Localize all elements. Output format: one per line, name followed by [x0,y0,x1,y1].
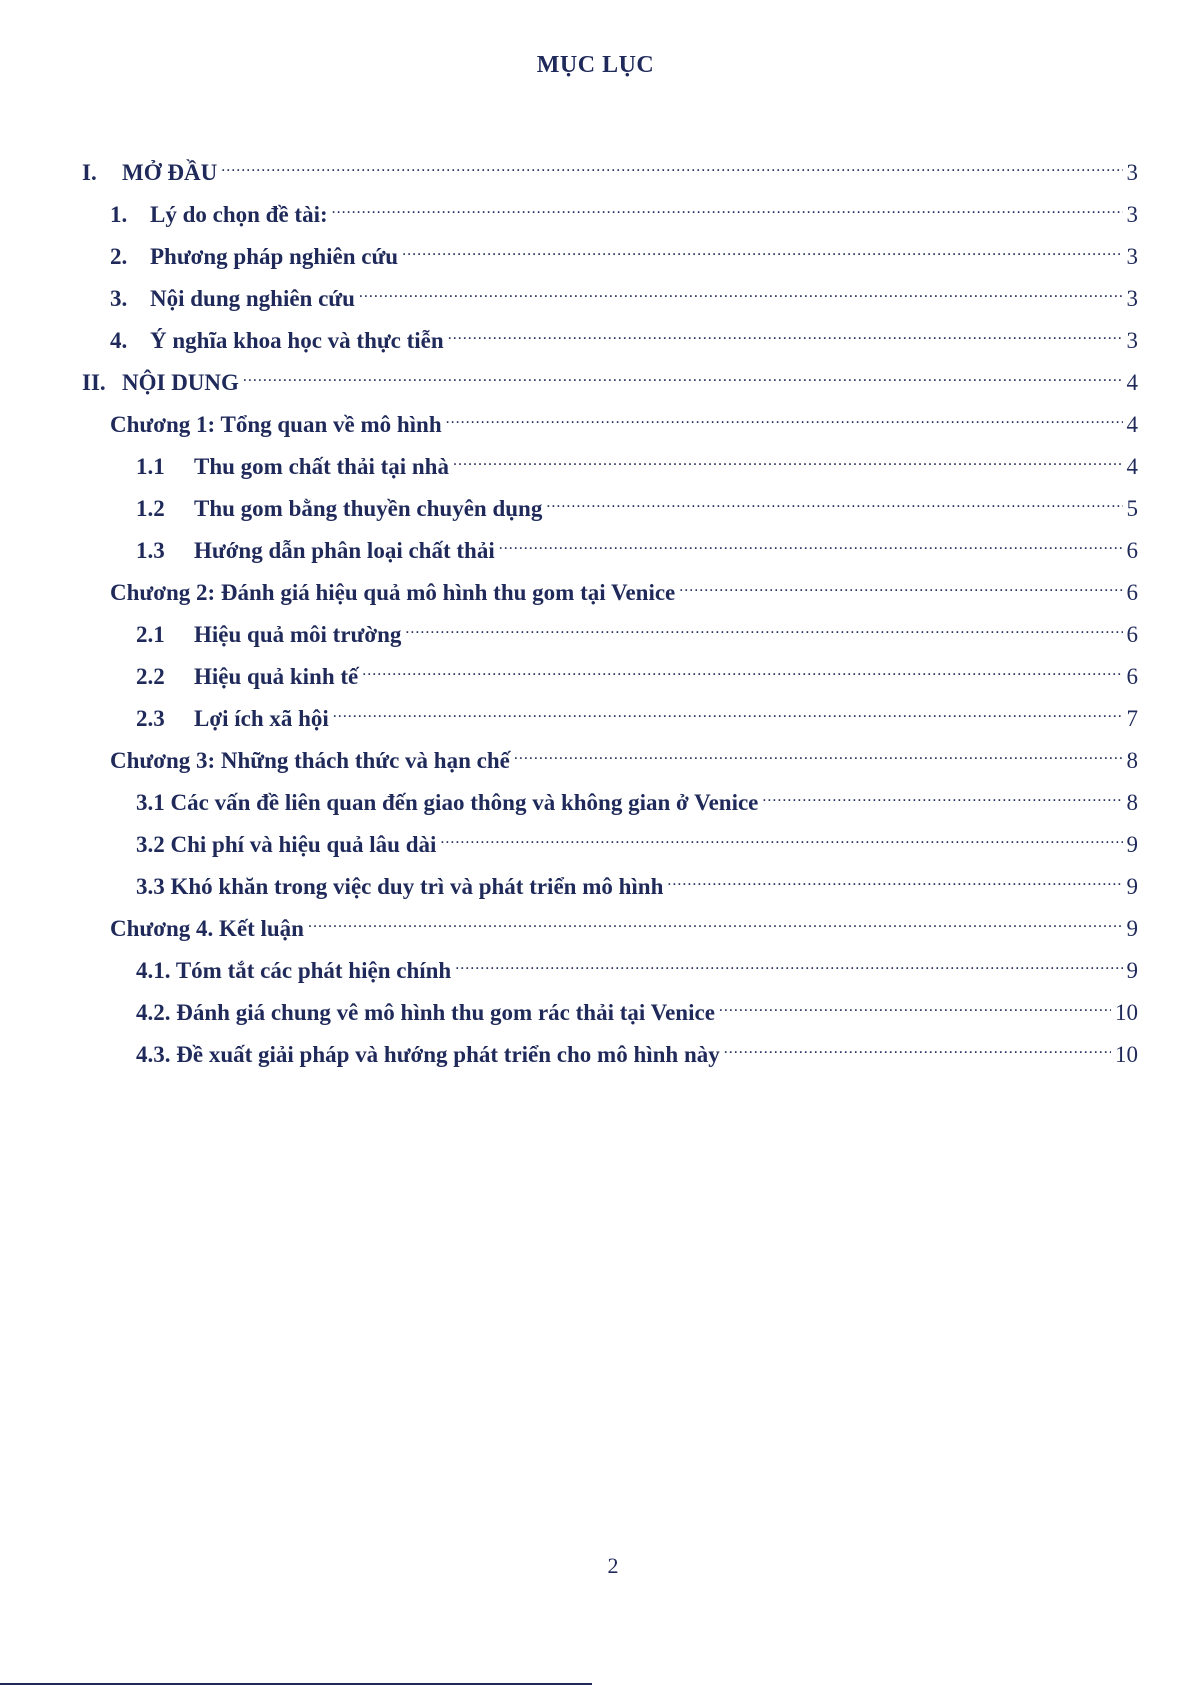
dot-leader [762,780,1122,810]
toc-entry-page: 6 [1126,538,1138,563]
dot-leader [362,654,1122,684]
toc-entry-number: 1. [110,202,128,227]
toc-entry-page: 3 [1126,202,1138,227]
toc-entry-label: 3.1 Các vấn đề liên quan đến giao thông và không gian ở Venice [136,790,759,815]
dot-leader [446,402,1123,432]
toc-entry-number: 2.3 [136,706,165,731]
toc-entry-label: 3.2 Chi phí và hiệu quả lâu dài [136,832,437,857]
toc-entry-3-1[interactable] [136,780,1138,815]
toc-entry-number: 2.2 [136,664,165,689]
toc-entry-chuong-1[interactable] [110,402,1138,437]
toc-entry-label: 4.3. Đề xuất giải pháp và hướng phát triển cho mô hình này [136,1042,720,1067]
toc-entry-page: 8 [1126,790,1138,815]
dot-leader [679,570,1122,600]
toc-entry-chuong-3[interactable] [110,738,1138,773]
toc-entry-number: 1.1 [136,454,165,479]
toc-entry-label: Nội dung nghiên cứu [150,286,355,311]
toc-entry-page: 4 [1126,454,1138,479]
toc-entry-page: 6 [1126,664,1138,689]
toc-entry-label: Lý do chọn đề tài: [150,202,328,227]
toc-entry-number: 4. [110,328,128,353]
toc-entry-label: Hiệu quả môi trường [194,622,402,647]
toc-entry-page: 3 [1126,328,1138,353]
toc-entry-page: 10 [1115,1042,1138,1067]
toc-entry-2-2[interactable] [136,654,1138,689]
toc-entry-page: 6 [1126,622,1138,647]
toc-entry-page: 6 [1126,580,1138,605]
toc-entry-y-nghia[interactable] [110,318,1138,353]
dot-leader [724,1032,1111,1062]
toc-entry-2-3[interactable] [136,696,1138,731]
toc-entry-phuong-phap[interactable] [110,234,1138,269]
toc-entry-number: 2.1 [136,622,165,647]
toc-entry-label: NỘI DUNG [122,370,239,395]
toc-entry-label: Thu gom bằng thuyền chuyên dụng [194,496,543,521]
dot-leader [332,192,1123,222]
toc-entry-number: 2. [110,244,128,269]
toc-entry-ly-do[interactable] [110,192,1138,227]
toc-entry-3-3[interactable] [136,864,1138,899]
toc-entry-label: Chương 2: Đánh giá hiệu quả mô hình thu gom tại Venice [110,580,676,605]
toc-entry-page: 5 [1126,496,1138,521]
toc-entry-4-2[interactable] [136,990,1138,1025]
toc-entry-page: 10 [1115,1000,1138,1025]
dot-leader [453,444,1123,474]
dot-leader [448,318,1123,348]
toc-entry-label: 4.2. Đánh giá chung vê mô hình thu gom rác thải tại Venice [136,1000,715,1025]
dot-leader [359,276,1123,306]
dot-leader [719,990,1111,1020]
toc-entry-chuong-4[interactable] [110,906,1138,941]
toc-entry-page: 8 [1126,748,1138,773]
toc-entry-label: Thu gom chất thải tại nhà [194,454,449,479]
dot-leader [455,948,1122,978]
toc-entry-number: 1.2 [136,496,165,521]
dot-leader [333,696,1123,726]
toc-entry-page: 9 [1126,958,1138,983]
toc-entry-label: Chương 4. Kết luận [110,916,304,941]
dot-leader [667,864,1122,894]
dot-leader [308,906,1123,936]
toc-entry-1-3[interactable] [136,528,1138,563]
toc-entry-label: Hướng dẫn phân loại chất thải [194,538,495,563]
toc-entry-page: 4 [1126,370,1138,395]
toc-entry-chuong-2[interactable] [110,570,1138,605]
dot-leader [243,360,1123,390]
dot-leader [440,822,1122,852]
toc-entry-4-3[interactable] [136,1032,1138,1067]
toc-entry-noi-dung-nghien-cuu[interactable] [110,276,1138,311]
toc-entry-3-2[interactable] [136,822,1138,857]
toc-entry-number: I. [82,160,97,185]
dot-leader [402,234,1122,264]
toc-entry-label: Chương 3: Những thách thức và hạn chế [110,748,510,773]
toc-entry-page: 3 [1126,286,1138,311]
dot-leader [546,486,1122,516]
page-number: 2 [607,1553,619,1578]
page-title: MỤC LỤC [536,52,655,78]
toc-entry-label: Phương pháp nghiên cứu [150,244,399,269]
dot-leader [221,150,1122,180]
toc-entry-page: 7 [1126,706,1138,731]
toc-entry-number: 3. [110,286,128,311]
toc-entry-label: Chương 1: Tổng quan về mô hình [110,412,442,437]
toc-entry-number: 1.3 [136,538,165,563]
dot-leader [405,612,1122,642]
toc-entry-mo-dau[interactable] [82,150,1138,185]
toc-entry-page: 9 [1126,916,1138,941]
toc-entry-page: 3 [1126,244,1138,269]
toc-entry-2-1[interactable] [136,612,1138,647]
toc-entry-label: Hiệu quả kinh tế [194,664,359,689]
toc-entry-page: 9 [1126,832,1138,857]
toc-entry-number: II. [82,370,106,395]
toc-entry-label: Ý nghĩa khoa học và thực tiễn [150,328,444,353]
dot-leader [499,528,1123,558]
toc-entry-1-1[interactable] [136,444,1138,479]
toc-entry-1-2[interactable] [136,486,1138,521]
toc-entry-page: 3 [1126,160,1138,185]
toc-entry-label: 4.1. Tóm tắt các phát hiện chính [136,958,452,983]
toc-entry-noi-dung[interactable] [82,360,1138,395]
toc-entry-page: 9 [1126,874,1138,899]
toc-entry-label: 3.3 Khó khăn trong việc duy trì và phát triển mô hình [136,874,664,899]
toc-entry-label: Lợi ích xã hội [194,706,329,731]
dot-leader [514,738,1123,768]
toc-entry-page: 4 [1126,412,1138,437]
toc-entry-4-1[interactable] [136,948,1138,983]
toc-entry-label: MỞ ĐẦU [122,160,218,185]
